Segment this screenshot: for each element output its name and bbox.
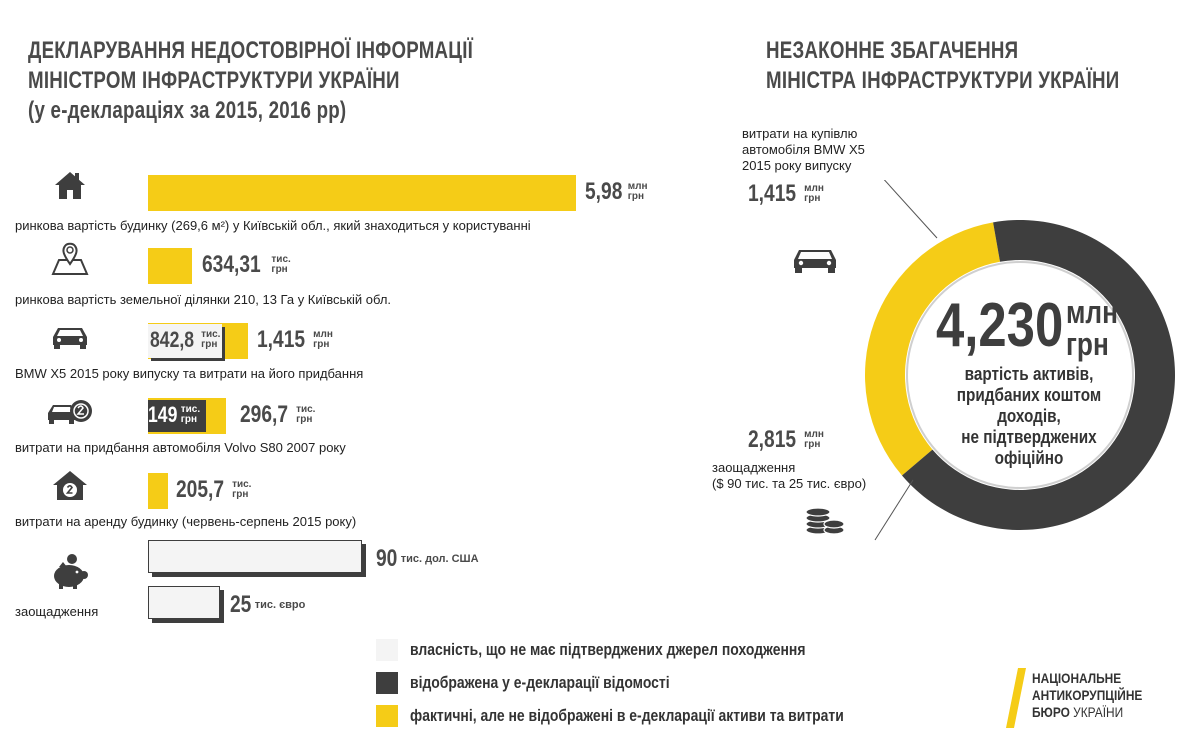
donut-savings-value	[748, 426, 824, 454]
donut-bmw-leader-line	[880, 180, 937, 238]
donut-center-value: 4,230	[936, 291, 1064, 360]
volvo-value	[240, 401, 315, 429]
volvo-caption: витрати на придбання автомобіля Volvo S80 2007 року	[15, 440, 346, 455]
donut-savings-leader-line	[875, 480, 913, 540]
savings-usd-number: 90	[376, 545, 398, 572]
right-title	[766, 36, 1119, 96]
rent-value-unit: тис. грн	[232, 479, 252, 500]
piggy-bank-icon	[45, 552, 95, 592]
volvo-declared-unit: тис. грн	[180, 404, 201, 425]
right-title-line-2: МІНІСТРА ІНФРАСТРУКТУРИ УКРАЇНИ	[766, 67, 1120, 94]
left-title-line-1: ДЕКЛАРУВАННЯ НЕДОСТОВІРНОЇ ІНФОРМАЦІЇ	[28, 37, 474, 64]
left-title-line-3: (у е-деклараціях за 2015, 2016 рр)	[28, 97, 347, 124]
house-caption: ринкова вартість будинку (269,6 м²) у Київській обл., який знаходиться у користуванні	[15, 218, 531, 233]
savings-usd-value	[376, 545, 479, 573]
coin-stack-icon	[800, 497, 848, 537]
land-value-unit: тис. грн	[271, 254, 291, 275]
house-icon	[45, 165, 95, 205]
left-title-line-2: МІНІСТРОМ ІНФРАСТРУКТУРИ УКРАЇНИ	[28, 67, 400, 94]
savings-eur-number: 25	[230, 591, 252, 618]
bmw-declared-unit: тис. грн	[201, 329, 221, 350]
savings-eur-bar	[148, 586, 220, 619]
legend-swatch-declared	[376, 672, 398, 694]
legend-swatch-unconfirmed	[376, 639, 398, 661]
bmw-declared-value	[150, 327, 220, 353]
donut-bmw-value	[748, 180, 824, 208]
bmw-declared-number: 842,8	[150, 327, 195, 352]
land-value	[202, 251, 291, 279]
donut-bmw-unit: млн грн	[804, 183, 824, 204]
donut-bmw-label: витрати на купівлю автомобіля BMW X5 2015 року випуску	[742, 126, 865, 173]
legend-swatch-actual	[376, 705, 398, 727]
nabu-logo-mark	[1006, 668, 1028, 728]
car-coin-icon	[45, 390, 95, 430]
car-icon	[790, 238, 840, 278]
house-coin-icon	[45, 465, 95, 505]
donut-center-unit: млн грн	[1066, 294, 1118, 362]
car-icon	[45, 315, 95, 355]
legend-label-declared: відображена у е-декларації відомості	[410, 673, 670, 692]
donut-savings-unit: млн грн	[804, 429, 824, 450]
rent-value	[176, 476, 251, 504]
land-plot-pin-icon	[45, 240, 95, 280]
land-bar	[148, 248, 192, 284]
legend-label-unconfirmed: власність, що не має підтверджених джерел походження	[410, 640, 806, 659]
bmw-value	[257, 326, 333, 354]
volvo-value-number: 296,7	[240, 401, 289, 428]
savings-eur-value	[230, 591, 305, 619]
rent-value-number: 205,7	[176, 476, 225, 503]
savings-eur-unit: тис. євро	[254, 599, 306, 611]
volvo-value-unit: тис. грн	[296, 404, 316, 425]
left-title	[28, 36, 473, 126]
right-title-line-1: НЕЗАКОННЕ ЗБАГАЧЕННЯ	[766, 37, 1019, 64]
rent-caption: витрати на аренду будинку (червень-серпень 2015 року)	[15, 514, 357, 529]
volvo-declared-number: 149	[148, 402, 178, 427]
donut-savings-label: заощадження ($ 90 тис. та 25 тис. євро)	[712, 460, 867, 491]
legend-label-actual: фактичні, але не відображені в е-декларації активи та витрати	[410, 706, 844, 725]
land-caption: ринкова вартість земельної ділянки 210, 13 Га у Київській обл.	[15, 292, 392, 307]
volvo-declared-value	[148, 402, 200, 428]
house-value-number: 5,98	[585, 178, 623, 205]
house-value	[585, 178, 648, 206]
donut-bmw-number: 1,415	[748, 180, 797, 207]
savings-usd-unit: тис. дол. США	[400, 553, 479, 565]
savings-usd-bar	[148, 540, 362, 573]
bmw-value-number: 1,415	[257, 326, 306, 353]
land-value-number: 634,31	[202, 251, 261, 278]
bmw-value-unit: млн грн	[313, 329, 333, 350]
house-value-unit: млн грн	[627, 181, 648, 202]
bmw-caption: BMW X5 2015 року випуску та витрати на його придбання	[15, 366, 364, 381]
donut-center-description: вартість активів, придбаних коштом доходів, не підтверджених офіційно	[956, 364, 1102, 468]
nabu-logo-text: НАЦІОНАЛЬНЕ АНТИКОРУПЦІЙНЕ БЮРО УКРАЇНИ	[1032, 670, 1143, 720]
house-bar	[148, 175, 576, 211]
donut-savings-number: 2,815	[748, 426, 797, 453]
savings-caption: заощадження	[15, 604, 99, 619]
rent-bar	[148, 473, 168, 509]
